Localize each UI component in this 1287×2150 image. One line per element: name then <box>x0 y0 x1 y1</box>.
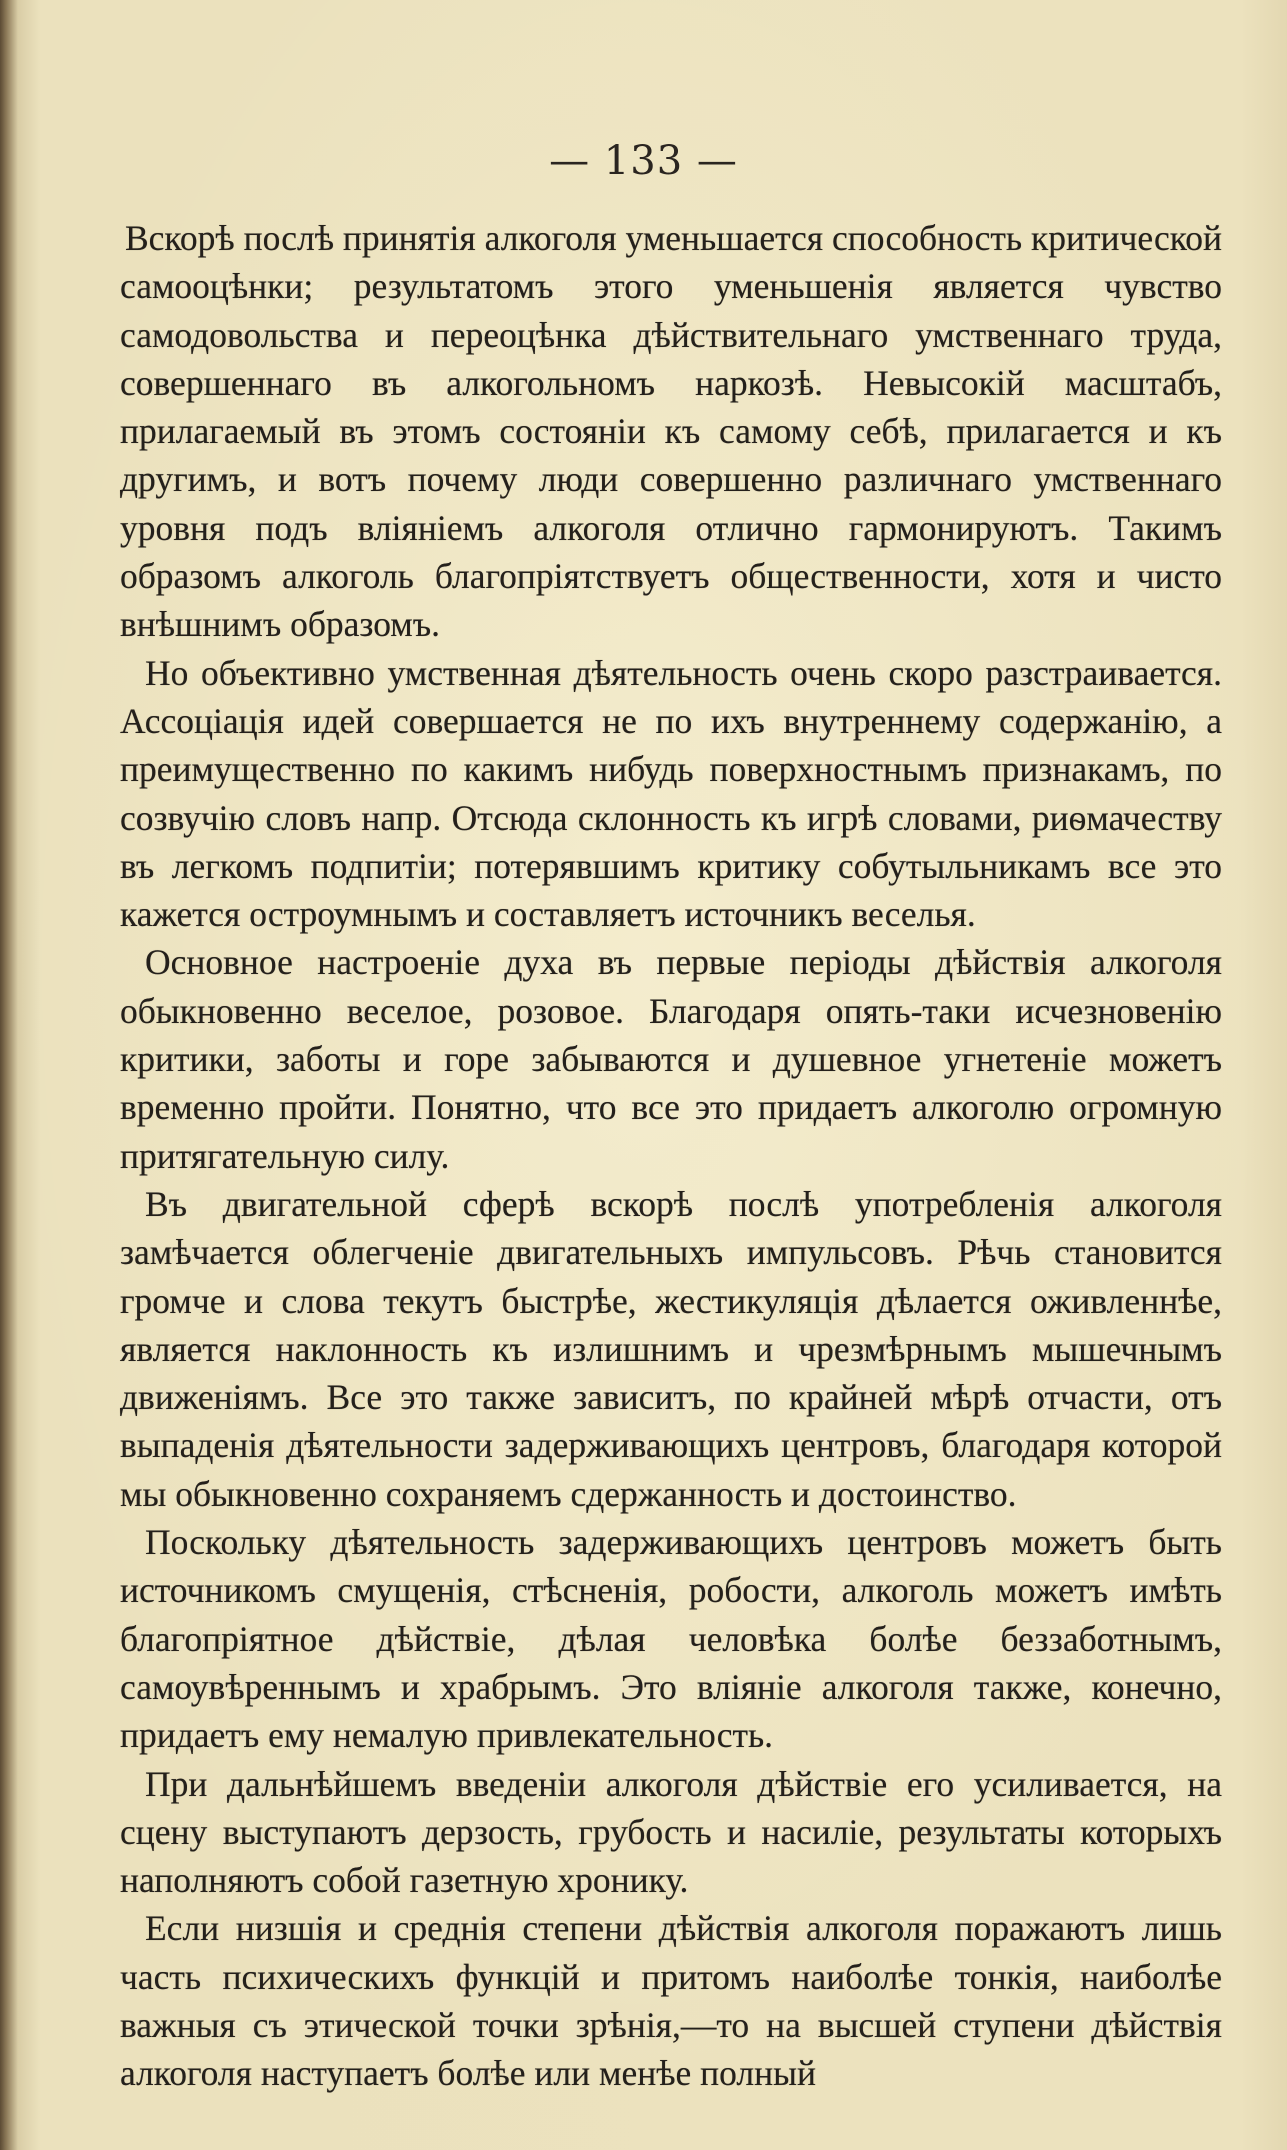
paragraph-5: Поскольку дѣятельность задерживающихъ центровъ можетъ быть источникомъ смущенія, стѣсненія, робости, алкоголь можетъ имѣть благопріятное дѣйствіе, дѣлая человѣка болѣе беззаботнымъ, самоувѣреннымъ и храбрымъ. Это вліяніе алкоголя также, конечно, придаетъ ему немалую привлекательность. <box>120 1522 1222 1756</box>
body-text <box>120 214 1222 2098</box>
paragraph-1: Вскорѣ послѣ принятія алкоголя уменьшается способность критической самооцѣнки; результатомъ этого уменьшенія является чувство самодовольства и переоцѣнка дѣйствительнаго умственнаго труда, совершеннаго въ алкогольномъ наркозѣ. Невысокій масштабъ, прилагаемый въ этомъ состояніи къ самому себѣ, прилагается и къ другимъ, и вотъ почему люди совершенно различнаго умственнаго уровня подъ вліяніемъ алкоголя отлично гармонируютъ. Такимъ образомъ алкоголь благопріятствуетъ общественности, хотя и чисто внѣшнимъ образомъ. <box>120 218 1222 645</box>
page-number: — 133 — <box>549 138 738 184</box>
paragraph-3: Основное настроеніе духа въ первые періоды дѣйствія алкоголя обыкновенно веселое, розовое. Благодаря опять-таки исчезновенію критики, заботы и горе забываются и душевное угнетеніе можетъ временно пройти. Понятно, что все это придаетъ алкоголю огромную притягательную силу. <box>120 942 1222 1176</box>
paragraph-6: При дальнѣйшемъ введеніи алкоголя дѣйствіе его усиливается, на сцену выступаютъ дерзость, грубость и насиліе, результаты которыхъ наполняютъ собой газетную хронику. <box>120 1763 1222 1901</box>
paragraph-2: Но объективно умственная дѣятельность очень скоро разстраивается. Ассоціація идей совершается не по ихъ внутреннему содержанію, а преимущественно по какимъ нибудь поверхностнымъ признакамъ, по созвучію словъ напр. Отсюда склонность къ игрѣ словами, риѳмачеству въ легкомъ подпитіи; потерявшимъ критику собутыльникамъ все это кажется остроумнымъ и составляетъ источникъ веселья. <box>120 652 1222 935</box>
paragraph-4: Въ двигательной сферѣ вскорѣ послѣ употребленія алкоголя замѣчается облегченіе двигательныхъ импульсовъ. Рѣчь становится громче и слова текутъ быстрѣе, жестикуляція дѣлается оживленнѣе, является наклонность къ излишнимъ и чрезмѣрнымъ мышечнымъ движеніямъ. Все это также зависитъ, по крайней мѣрѣ отчасти, отъ выпаденія дѣятельности задерживающихъ центровъ, благодаря которой мы обыкновенно сохраняемъ сдержанность и достоинство. <box>120 1183 1222 1514</box>
paragraph-7: Если низшія и среднія степени дѣйствія алкоголя поражаютъ лишь часть психическихъ функцій и притомъ наиболѣе тонкія, наиболѣе важныя съ этической точки зрѣнія,—то на высшей ступени дѣйствія алкоголя наступаетъ болѣе или менѣе полный <box>120 1908 1222 2094</box>
